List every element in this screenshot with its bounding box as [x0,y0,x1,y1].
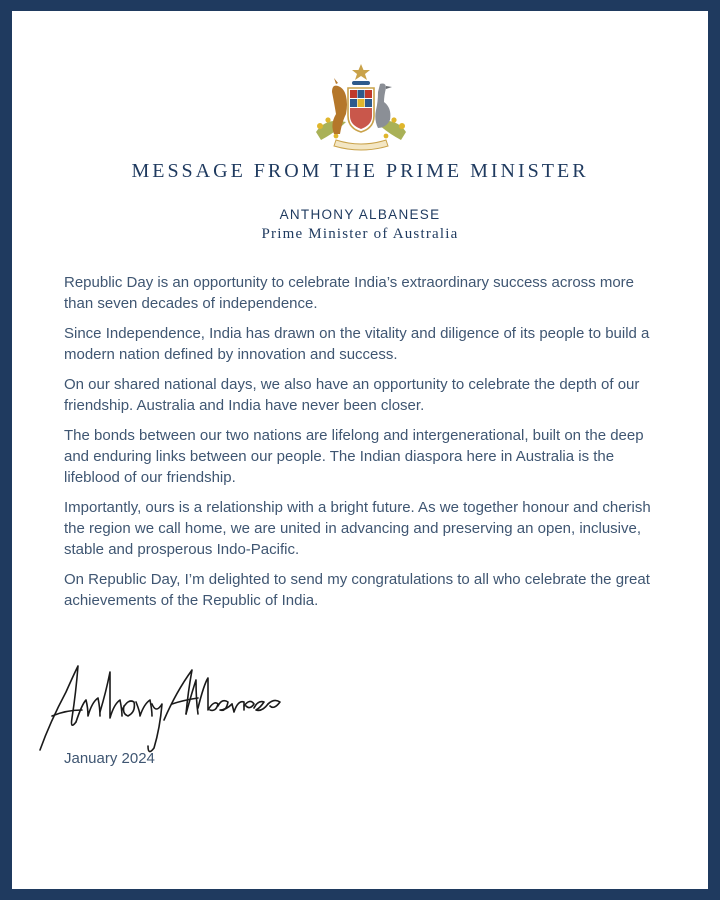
paragraph: Importantly, ours is a relationship with a bright future. As we together honour and cherish the region we call home, we are united in advancing and preserving an open, inclusive, stable and prosperous Indo-Pacific. [64,499,651,558]
handwritten-signature-icon [36,652,286,756]
message-body [64,272,664,620]
author-name: ANTHONY ALBANESE [279,207,441,222]
page-title: MESSAGE FROM THE PRIME MINISTER [131,160,589,182]
australian-coat-of-arms-icon [306,62,416,158]
paragraph: Since Independence, India has drawn on the vitality and diligence of its people to build a modern nation defined by innovation and success. [64,325,650,363]
paragraph: On Republic Day, I’m delighted to send my congratulations to all who celebrate the great achievements of the Republic of India. [64,571,650,609]
author-role: Prime Minister of Australia [261,226,459,242]
paragraph: The bonds between our two nations are lifelong and intergenerational, built on the deep and enduring links between our people. The Indian diaspora here in Australia is the lifeblood of our friendship. [64,427,644,486]
paragraph: On our shared national days, we also have an opportunity to celebrate the depth of our friendship. Australia and India have never been closer. [64,376,640,414]
letter-date: January 2024 [64,750,155,767]
paragraph: Republic Day is an opportunity to celebrate India’s extraordinary success across more than seven decades of independence. [64,274,634,312]
